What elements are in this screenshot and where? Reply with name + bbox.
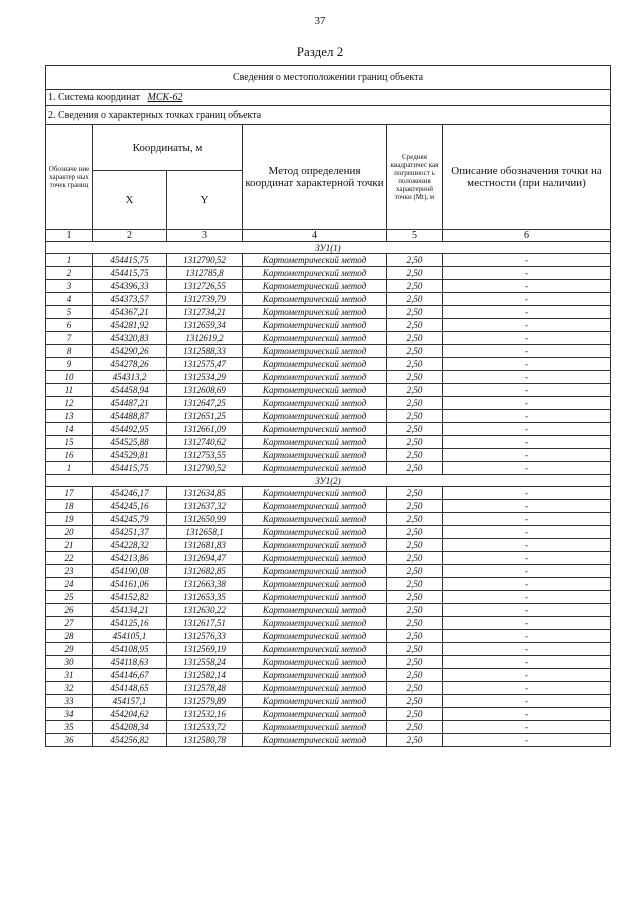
table-row [46,630,611,643]
description-cell: - [443,462,611,475]
header-method: Метод определения координат характерной точки [243,125,387,230]
table-row [46,617,611,630]
error-cell: 2,50 [387,397,443,410]
x-cell: 454415,75 [93,267,167,280]
method-cell: Картометрический метод [243,397,387,410]
table-row [46,371,611,384]
method-cell: Картометрический метод [243,371,387,384]
table-row [46,539,611,552]
table-row [46,643,611,656]
point-id-cell: 2 [46,267,93,280]
y-cell: 1312659,34 [167,319,243,332]
x-cell: 454208,34 [93,721,167,734]
point-id-cell: 5 [46,306,93,319]
error-cell: 2,50 [387,513,443,526]
method-cell: Картометрический метод [243,591,387,604]
table-row [46,708,611,721]
x-cell: 454320,83 [93,332,167,345]
y-cell: 1312588,33 [167,345,243,358]
method-cell: Картометрический метод [243,332,387,345]
description-cell: - [443,617,611,630]
point-id-cell: 29 [46,643,93,656]
point-id-cell: 18 [46,500,93,513]
point-id-cell: 13 [46,410,93,423]
error-cell: 2,50 [387,384,443,397]
description-cell: - [443,591,611,604]
point-id-cell: 25 [46,591,93,604]
point-id-cell: 1 [46,254,93,267]
error-cell: 2,50 [387,500,443,513]
section-separator: ЗУ1(1) [46,242,611,254]
y-cell: 1312753,55 [167,449,243,462]
method-cell: Картометрический метод [243,384,387,397]
method-cell: Картометрический метод [243,617,387,630]
y-cell: 1312534,29 [167,371,243,384]
point-id-cell: 15 [46,436,93,449]
error-cell: 2,50 [387,630,443,643]
y-cell: 1312582,14 [167,669,243,682]
table-row [46,656,611,669]
x-cell: 454190,08 [93,565,167,578]
description-cell: - [443,656,611,669]
x-cell: 454251,37 [93,526,167,539]
y-cell: 1312740,62 [167,436,243,449]
table-row [46,384,611,397]
table-row [46,306,611,319]
header-y: Y [167,171,243,230]
description-cell: - [443,267,611,280]
y-cell: 1312650,99 [167,513,243,526]
description-cell: - [443,669,611,682]
point-id-cell: 9 [46,358,93,371]
table-row [46,319,611,332]
x-cell: 454134,21 [93,604,167,617]
error-cell: 2,50 [387,552,443,565]
error-cell: 2,50 [387,617,443,630]
description-cell: - [443,526,611,539]
y-cell: 1312619,2 [167,332,243,345]
point-id-cell: 24 [46,578,93,591]
description-cell: - [443,721,611,734]
header-error: Средняя квадратичес кая погрешност ь положения характерной точки (Mt), м [387,125,443,230]
point-id-cell: 23 [46,565,93,578]
table-row [46,254,611,267]
table-row [46,578,611,591]
point-id-cell: 6 [46,319,93,332]
table-row [46,695,611,708]
description-cell: - [443,254,611,267]
error-cell: 2,50 [387,695,443,708]
description-cell: - [443,734,611,747]
table-row [46,526,611,539]
point-id-cell: 32 [46,682,93,695]
method-cell: Картометрический метод [243,708,387,721]
method-cell: Картометрический метод [243,436,387,449]
y-cell: 1312739,79 [167,293,243,306]
y-cell: 1312785,8 [167,267,243,280]
description-cell: - [443,293,611,306]
error-cell: 2,50 [387,656,443,669]
error-cell: 2,50 [387,708,443,721]
error-cell: 2,50 [387,734,443,747]
method-cell: Картометрический метод [243,500,387,513]
table-row [46,513,611,526]
error-cell: 2,50 [387,565,443,578]
x-cell: 454373,57 [93,293,167,306]
y-cell: 1312579,89 [167,695,243,708]
x-cell: 454313,2 [93,371,167,384]
x-cell: 454415,75 [93,462,167,475]
coord-system-value: МСК-62 [147,92,183,103]
boundary-points-table [45,65,611,747]
x-cell: 454256,82 [93,734,167,747]
y-cell: 1312726,55 [167,280,243,293]
coord-system-row [46,90,611,106]
description-cell: - [443,630,611,643]
error-cell: 2,50 [387,345,443,358]
error-cell: 2,50 [387,332,443,345]
error-cell: 2,50 [387,604,443,617]
table-row [46,267,611,280]
x-cell: 454245,79 [93,513,167,526]
column-number: 1 [46,230,93,242]
method-cell: Картометрический метод [243,682,387,695]
method-cell: Картометрический метод [243,293,387,306]
x-cell: 454148,65 [93,682,167,695]
coord-system-label: 1. Система координат [48,92,141,103]
table-row [46,397,611,410]
table-row [46,410,611,423]
column-number: 3 [167,230,243,242]
description-cell: - [443,539,611,552]
point-id-cell: 22 [46,552,93,565]
point-id-cell: 8 [46,345,93,358]
point-id-cell: 28 [46,630,93,643]
error-cell: 2,50 [387,643,443,656]
point-id-cell: 20 [46,526,93,539]
x-cell: 454228,32 [93,539,167,552]
description-cell: - [443,565,611,578]
table-row [46,293,611,306]
point-id-cell: 30 [46,656,93,669]
method-cell: Картометрический метод [243,280,387,293]
y-cell: 1312575,47 [167,358,243,371]
y-cell: 1312658,1 [167,526,243,539]
y-cell: 1312576,33 [167,630,243,643]
x-cell: 454105,1 [93,630,167,643]
y-cell: 1312558,24 [167,656,243,669]
point-id-cell: 10 [46,371,93,384]
y-cell: 1312569,19 [167,643,243,656]
error-cell: 2,50 [387,306,443,319]
x-cell: 454161,06 [93,578,167,591]
x-cell: 454152,82 [93,591,167,604]
y-cell: 1312630,22 [167,604,243,617]
method-cell: Картометрический метод [243,630,387,643]
point-id-cell: 21 [46,539,93,552]
y-cell: 1312617,51 [167,617,243,630]
table-title: Сведения о местоположении границ объекта [46,66,611,90]
method-cell: Картометрический метод [243,487,387,500]
y-cell: 1312647,25 [167,397,243,410]
table-row [46,604,611,617]
table-row [46,423,611,436]
x-cell: 454245,16 [93,500,167,513]
description-cell: - [443,487,611,500]
error-cell: 2,50 [387,267,443,280]
error-cell: 2,50 [387,682,443,695]
point-id-cell: 12 [46,397,93,410]
description-cell: - [443,513,611,526]
description-cell: - [443,358,611,371]
point-id-cell: 33 [46,695,93,708]
description-cell: - [443,578,611,591]
method-cell: Картометрический метод [243,345,387,358]
y-cell: 1312637,32 [167,500,243,513]
x-cell: 454529,81 [93,449,167,462]
description-cell: - [443,384,611,397]
column-number: 5 [387,230,443,242]
x-cell: 454157,1 [93,695,167,708]
method-cell: Картометрический метод [243,319,387,332]
points-caption: 2. Сведения о характерных точках границ объекта [46,106,611,125]
table-row [46,332,611,345]
table-row [46,462,611,475]
point-id-cell: 11 [46,384,93,397]
table-row [46,669,611,682]
error-cell: 2,50 [387,319,443,332]
point-id-cell: 35 [46,721,93,734]
method-cell: Картометрический метод [243,423,387,436]
error-cell: 2,50 [387,423,443,436]
x-cell: 454492,95 [93,423,167,436]
x-cell: 454367,21 [93,306,167,319]
method-cell: Картометрический метод [243,695,387,708]
point-id-cell: 31 [46,669,93,682]
y-cell: 1312790,52 [167,462,243,475]
x-cell: 454213,86 [93,552,167,565]
method-cell: Картометрический метод [243,734,387,747]
column-number: 6 [443,230,611,242]
header-coordinates: Координаты, м [93,125,243,171]
table-row [46,345,611,358]
y-cell: 1312663,38 [167,578,243,591]
description-cell: - [443,552,611,565]
method-cell: Картометрический метод [243,578,387,591]
header-description: Описание обозначения точки на местности (при наличии) [443,125,611,230]
method-cell: Картометрический метод [243,721,387,734]
y-cell: 1312532,16 [167,708,243,721]
description-cell: - [443,695,611,708]
error-cell: 2,50 [387,578,443,591]
method-cell: Картометрический метод [243,565,387,578]
table-row [46,449,611,462]
y-cell: 1312651,25 [167,410,243,423]
y-cell: 1312681,83 [167,539,243,552]
x-cell: 454246,17 [93,487,167,500]
error-cell: 2,50 [387,487,443,500]
method-cell: Картометрический метод [243,358,387,371]
x-cell: 454458,94 [93,384,167,397]
column-numbers-row [46,230,611,242]
description-cell: - [443,397,611,410]
table-row [46,721,611,734]
description-cell: - [443,280,611,293]
x-cell: 454125,16 [93,617,167,630]
description-cell: - [443,604,611,617]
x-cell: 454146,67 [93,669,167,682]
x-cell: 454525,88 [93,436,167,449]
method-cell: Картометрический метод [243,526,387,539]
x-cell: 454281,92 [93,319,167,332]
x-cell: 454487,21 [93,397,167,410]
method-cell: Картометрический метод [243,449,387,462]
description-cell: - [443,436,611,449]
x-cell: 454290,26 [93,345,167,358]
table-row [46,500,611,513]
description-cell: - [443,643,611,656]
point-id-cell: 3 [46,280,93,293]
description-cell: - [443,449,611,462]
header-point-designation: Обозначе ние характер ных точек границ [46,125,93,230]
point-id-cell: 34 [46,708,93,721]
y-cell: 1312694,47 [167,552,243,565]
error-cell: 2,50 [387,591,443,604]
point-id-cell: 27 [46,617,93,630]
description-cell: - [443,708,611,721]
page-number: 37 [314,15,326,27]
method-cell: Картометрический метод [243,656,387,669]
error-cell: 2,50 [387,410,443,423]
error-cell: 2,50 [387,721,443,734]
method-cell: Картометрический метод [243,513,387,526]
y-cell: 1312653,35 [167,591,243,604]
y-cell: 1312661,09 [167,423,243,436]
table-row [46,436,611,449]
point-id-cell: 17 [46,487,93,500]
y-cell: 1312608,69 [167,384,243,397]
point-id-cell: 7 [46,332,93,345]
description-cell: - [443,306,611,319]
method-cell: Картометрический метод [243,552,387,565]
method-cell: Картометрический метод [243,669,387,682]
x-cell: 454204,62 [93,708,167,721]
description-cell: - [443,423,611,436]
table-row [46,591,611,604]
description-cell: - [443,682,611,695]
point-id-cell: 14 [46,423,93,436]
point-id-cell: 36 [46,734,93,747]
table-row [46,552,611,565]
error-cell: 2,50 [387,449,443,462]
header-x: X [93,171,167,230]
x-cell: 454415,75 [93,254,167,267]
x-cell: 454396,33 [93,280,167,293]
point-id-cell: 19 [46,513,93,526]
description-cell: - [443,371,611,384]
error-cell: 2,50 [387,358,443,371]
description-cell: - [443,319,611,332]
x-cell: 454108,95 [93,643,167,656]
error-cell: 2,50 [387,462,443,475]
description-cell: - [443,345,611,358]
error-cell: 2,50 [387,371,443,384]
error-cell: 2,50 [387,436,443,449]
description-cell: - [443,410,611,423]
method-cell: Картометрический метод [243,410,387,423]
section-title: Раздел 2 [296,44,344,59]
point-id-cell: 4 [46,293,93,306]
column-number: 4 [243,230,387,242]
x-cell: 454278,26 [93,358,167,371]
table-row [46,280,611,293]
table-row [46,565,611,578]
point-id-cell: 1 [46,462,93,475]
table-row [46,734,611,747]
y-cell: 1312578,48 [167,682,243,695]
y-cell: 1312790,52 [167,254,243,267]
y-cell: 1312580,78 [167,734,243,747]
y-cell: 1312734,21 [167,306,243,319]
method-cell: Картометрический метод [243,643,387,656]
description-cell: - [443,332,611,345]
error-cell: 2,50 [387,526,443,539]
method-cell: Картометрический метод [243,267,387,280]
method-cell: Картометрический метод [243,539,387,552]
point-id-cell: 16 [46,449,93,462]
y-cell: 1312634,85 [167,487,243,500]
error-cell: 2,50 [387,293,443,306]
section-separator: ЗУ1(2) [46,475,611,487]
column-number: 2 [93,230,167,242]
x-cell: 454118,63 [93,656,167,669]
table-row [46,487,611,500]
method-cell: Картометрический метод [243,306,387,319]
description-cell: - [443,500,611,513]
error-cell: 2,50 [387,669,443,682]
y-cell: 1312682,85 [167,565,243,578]
method-cell: Картометрический метод [243,254,387,267]
table-row [46,358,611,371]
x-cell: 454488,87 [93,410,167,423]
method-cell: Картометрический метод [243,462,387,475]
error-cell: 2,50 [387,539,443,552]
point-id-cell: 26 [46,604,93,617]
y-cell: 1312533,72 [167,721,243,734]
error-cell: 2,50 [387,254,443,267]
table-row [46,682,611,695]
error-cell: 2,50 [387,280,443,293]
method-cell: Картометрический метод [243,604,387,617]
